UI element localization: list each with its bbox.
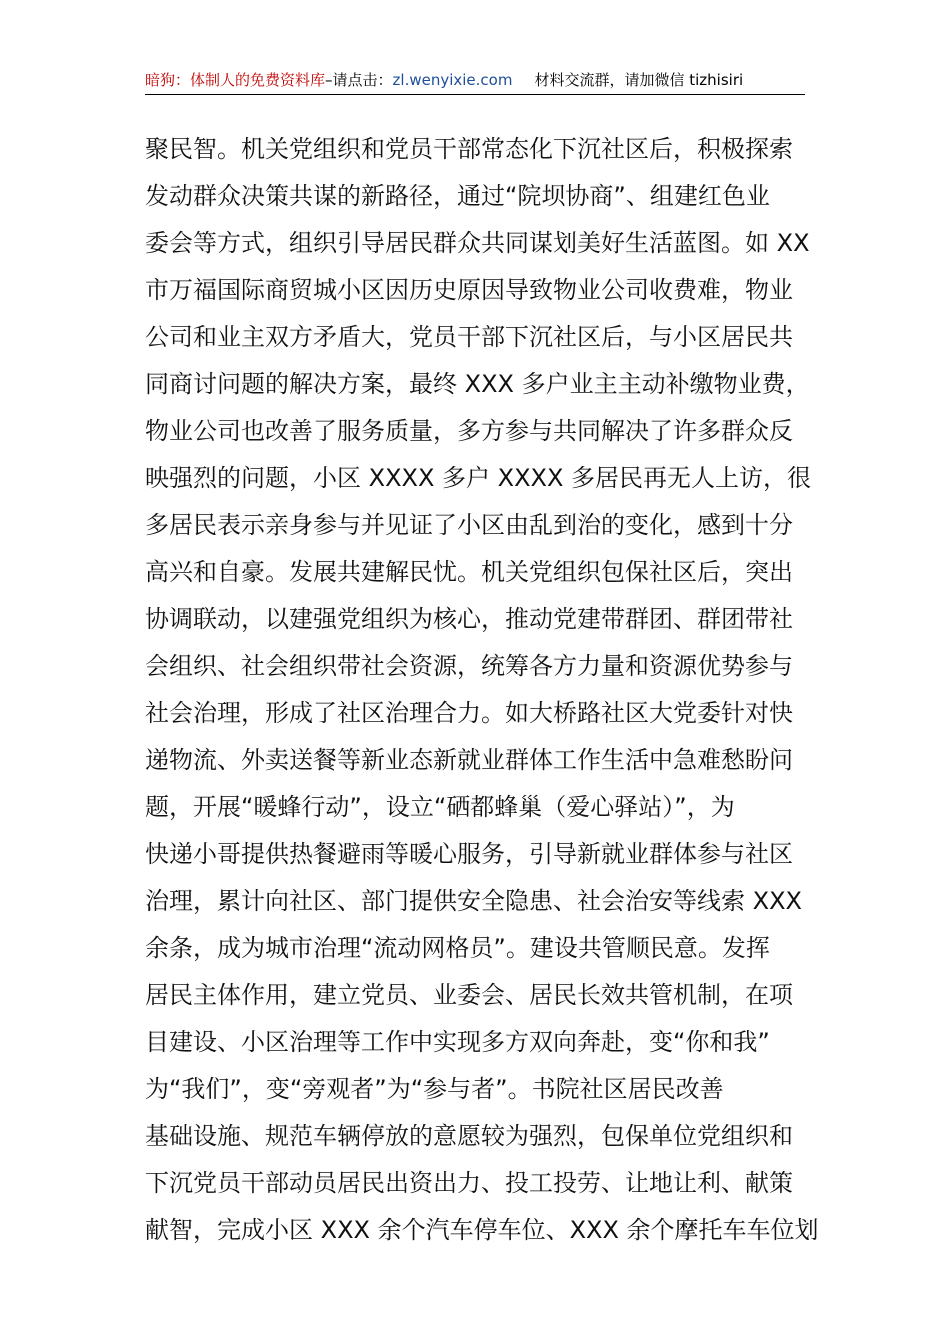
text-line: 市万福国际商贸城小区因历史原因导致物业公司收费难，物业 <box>145 276 793 304</box>
text-line: 余条，成为城市治理“流动网格员”。建设共管顺民意。发挥 <box>145 934 770 962</box>
page-header <box>145 68 805 95</box>
text-line: 治理，累计向社区、部门提供安全隐患、社会治安等线索 XXX <box>145 887 802 915</box>
header-link[interactable]: zl.wenyixie.com <box>392 71 513 89</box>
text-line: 发动群众决策共谋的新路径，通过“院坝协商”、组建红色业 <box>145 182 770 210</box>
text-line: 题，开展“暖蜂行动”，设立“硒都蜂巢（爱心驿站）”，为 <box>145 793 735 821</box>
text-line: 递物流、外卖送餐等新业态新就业群体工作生活中急难愁盼问 <box>145 746 793 774</box>
text-line: 为“我们”，变“旁观者”为“参与者”。书院社区居民改善 <box>145 1075 724 1103</box>
text-line: 多居民表示亲身参与并见证了小区由乱到治的变化，感到十分 <box>145 511 793 539</box>
header-brand: 暗狗：体制人的免费资料库 <box>145 71 326 89</box>
body-paragraph <box>145 126 819 1254</box>
text-line: 居民主体作用，建立党员、业委会、居民长效共管机制，在项 <box>145 981 793 1009</box>
text-line: 快递小哥提供热餐避雨等暖心服务，引导新就业群体参与社区 <box>145 840 793 868</box>
text-line: 委会等方式，组织引导居民群众共同谋划美好生活蓝图。如 XX <box>145 229 810 257</box>
text-line: 社会治理，形成了社区治理合力。如大桥路社区大党委针对快 <box>145 699 793 727</box>
text-line: 聚民智。机关党组织和党员干部常态化下沉社区后，积极探索 <box>145 135 793 163</box>
text-line: 目建设、小区治理等工作中实现多方双向奔赴，变“你和我” <box>145 1028 770 1056</box>
text-line: 基础设施、规范车辆停放的意愿较为强烈，包保单位党组织和 <box>145 1122 793 1150</box>
text-line: 物业公司也改善了服务质量，多方参与共同解决了许多群众反 <box>145 417 793 445</box>
header-note: 材料交流群，请加微信 tizhisiri <box>534 71 744 89</box>
text-line: 献智，完成小区 XXX 余个汽车停车位、XXX 余个摩托车车位划 <box>145 1216 819 1244</box>
text-line: 下沉党员干部动员居民出资出力、投工投劳、让地让利、献策 <box>145 1169 793 1197</box>
text-line: 高兴和自豪。发展共建解民忧。机关党组织包保社区后，突出 <box>145 558 793 586</box>
header-prompt: –请点击： <box>325 71 393 89</box>
text-line: 协调联动，以建强党组织为核心，推动党建带群团、群团带社 <box>145 605 793 633</box>
text-line: 映强烈的问题，小区 XXXX 多户 XXXX 多居民再无人上访，很 <box>145 464 812 492</box>
text-line: 公司和业主双方矛盾大，党员干部下沉社区后，与小区居民共 <box>145 323 793 351</box>
text-line: 会组织、社会组织带社会资源，统筹各方力量和资源优势参与 <box>145 652 793 680</box>
text-line: 同商讨问题的解决方案，最终 XXX 多户业主主动补缴物业费， <box>145 370 810 398</box>
